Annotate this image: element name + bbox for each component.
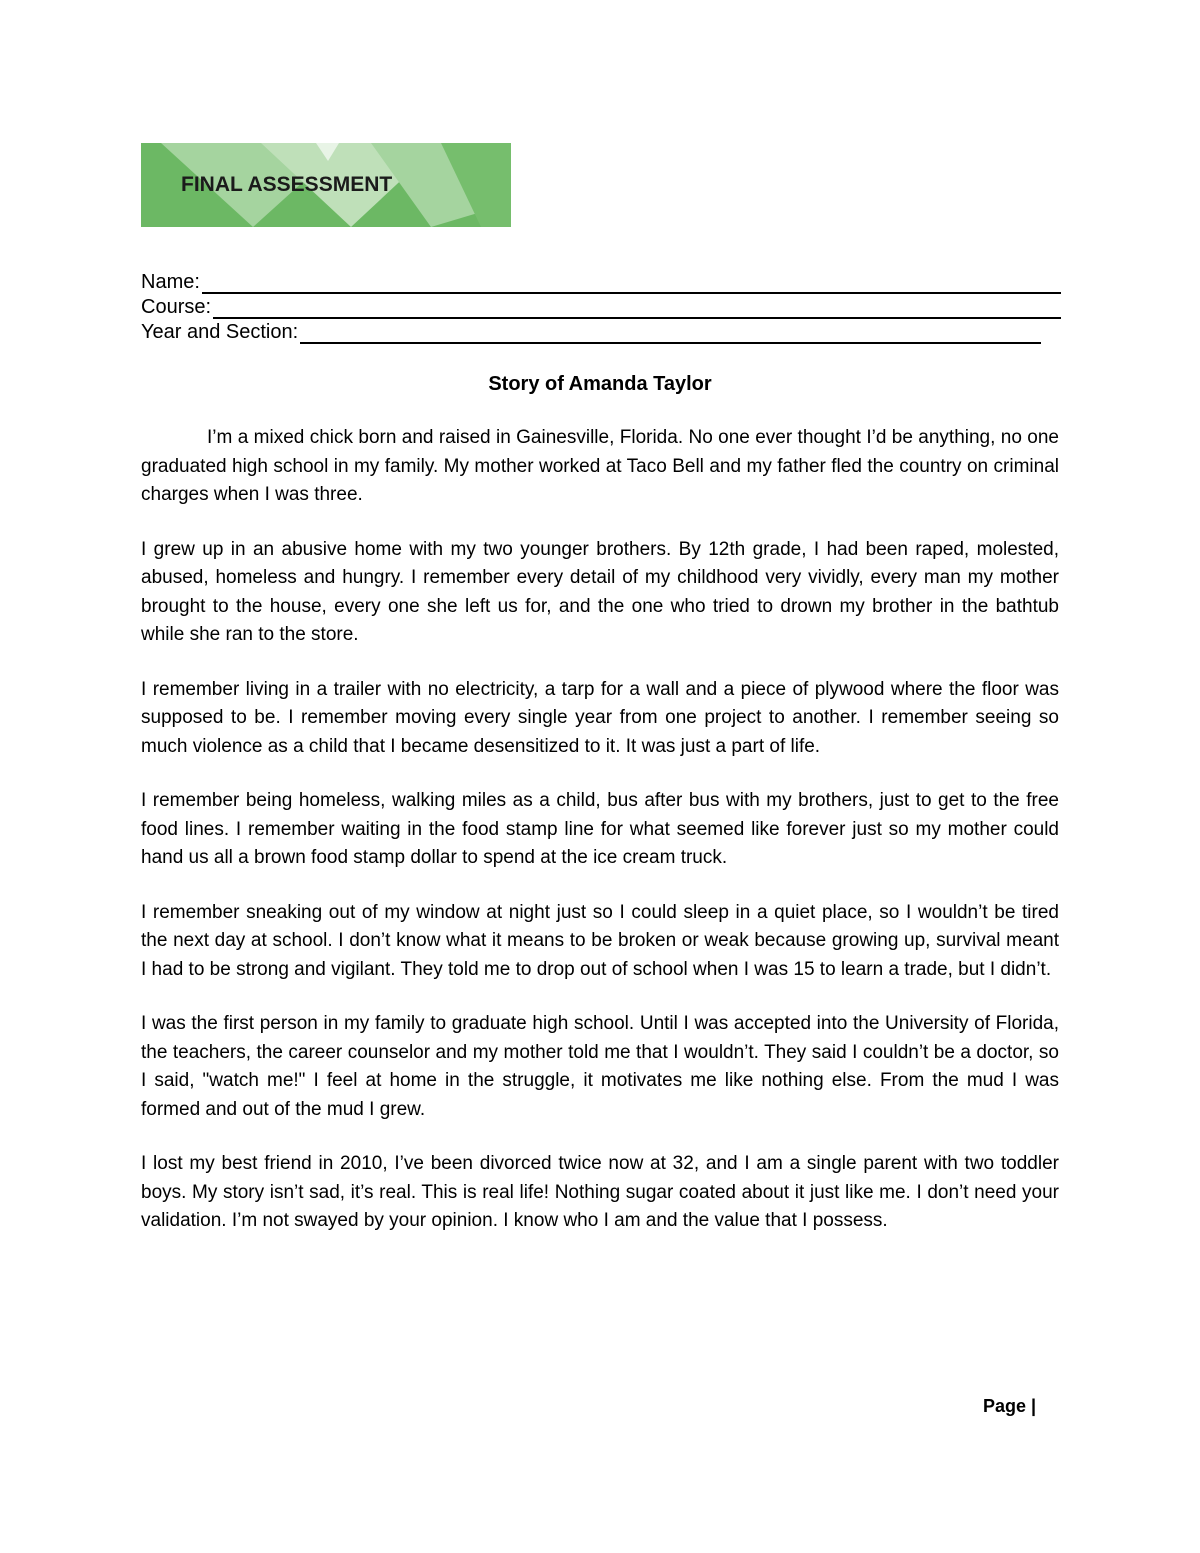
- story-paragraph: I grew up in an abusive home with my two younger brothers. By 12th grade, I had been raped, molested, abused, homeless and hungry. I remember every detail of my childhood very vividly, every man my mother brought to the house, every one she left us for, and the one who tried to drown my brother in the bathtub while she ran to the store.: [141, 538, 1059, 645]
- story-title: Story of Amanda Taylor: [488, 373, 712, 395]
- story-paragraph: I lost my best friend in 2010, I’ve been divorced twice now at 32, and I am a single parent with two toddler boys. My story isn’t sad, it’s real. This is real life! Nothing sugar coated about it just like me. I don’t need your validation. I’m not swayed by your opinion. I know who I am and the value that I possess.: [141, 1153, 1059, 1231]
- name-field[interactable]: [141, 269, 1061, 294]
- year-section-blank-line[interactable]: [300, 324, 1041, 344]
- story-paragraph: I remember being homeless, walking miles as a child, bus after bus with my brothers, just to get to the free food lines. I remember waiting in the food stamp line for what seemed like forever just so my mother could hand us all a brown food stamp dollar to spend at the ice cream truck.: [141, 790, 1059, 868]
- banner-title: FINAL ASSESSMENT: [181, 173, 393, 196]
- course-blank-line[interactable]: [213, 299, 1061, 319]
- story-paragraph: I remember sneaking out of my window at night just so I could sleep in a quiet place, so I wouldn’t be tired the next day at school. I don’t know what it means to be broken or weak because growing up, survival meant I had to be strong and vigilant. They told me to drop out of school when I was 15 to learn a trade, but I didn’t.: [141, 901, 1059, 980]
- year-section-label: Year and Section:: [141, 321, 299, 343]
- story-paragraph: I remember living in a trailer with no electricity, a tarp for a wall and a piece of plywood where the floor was supposed to be. I remember moving every single year from one project to another. I remember seeing so much violence as a child that I became desensitized to it. It was just a part of life.: [141, 678, 1059, 757]
- story-paragraph: I’m a mixed chick born and raised in Gainesville, Florida. No one ever thought I’d be anything, no one graduated high school in my family. My mother worked at Taco Bell and my father fled the country on criminal charges when I was three.: [141, 427, 1059, 505]
- name-blank-line[interactable]: [202, 274, 1061, 294]
- story-body: [141, 424, 1059, 1262]
- name-label: Name:: [141, 271, 200, 293]
- story-paragraph: I was the first person in my family to graduate high school. Until I was accepted into the University of Florida, the teachers, the career counselor and my mother told me that I wouldn’t. They said I couldn’t be a doctor, so I said, "watch me!" I feel at home in the struggle, it motivates me like nothing else. From the mud I was formed and out of the mud I grew.: [141, 1013, 1059, 1120]
- page-number-label: Page |: [983, 1396, 1037, 1416]
- student-info-form: [141, 269, 1061, 344]
- year-section-field[interactable]: [141, 319, 1061, 344]
- final-assessment-banner: [141, 143, 511, 227]
- course-label: Course:: [141, 296, 212, 318]
- course-field[interactable]: [141, 294, 1061, 319]
